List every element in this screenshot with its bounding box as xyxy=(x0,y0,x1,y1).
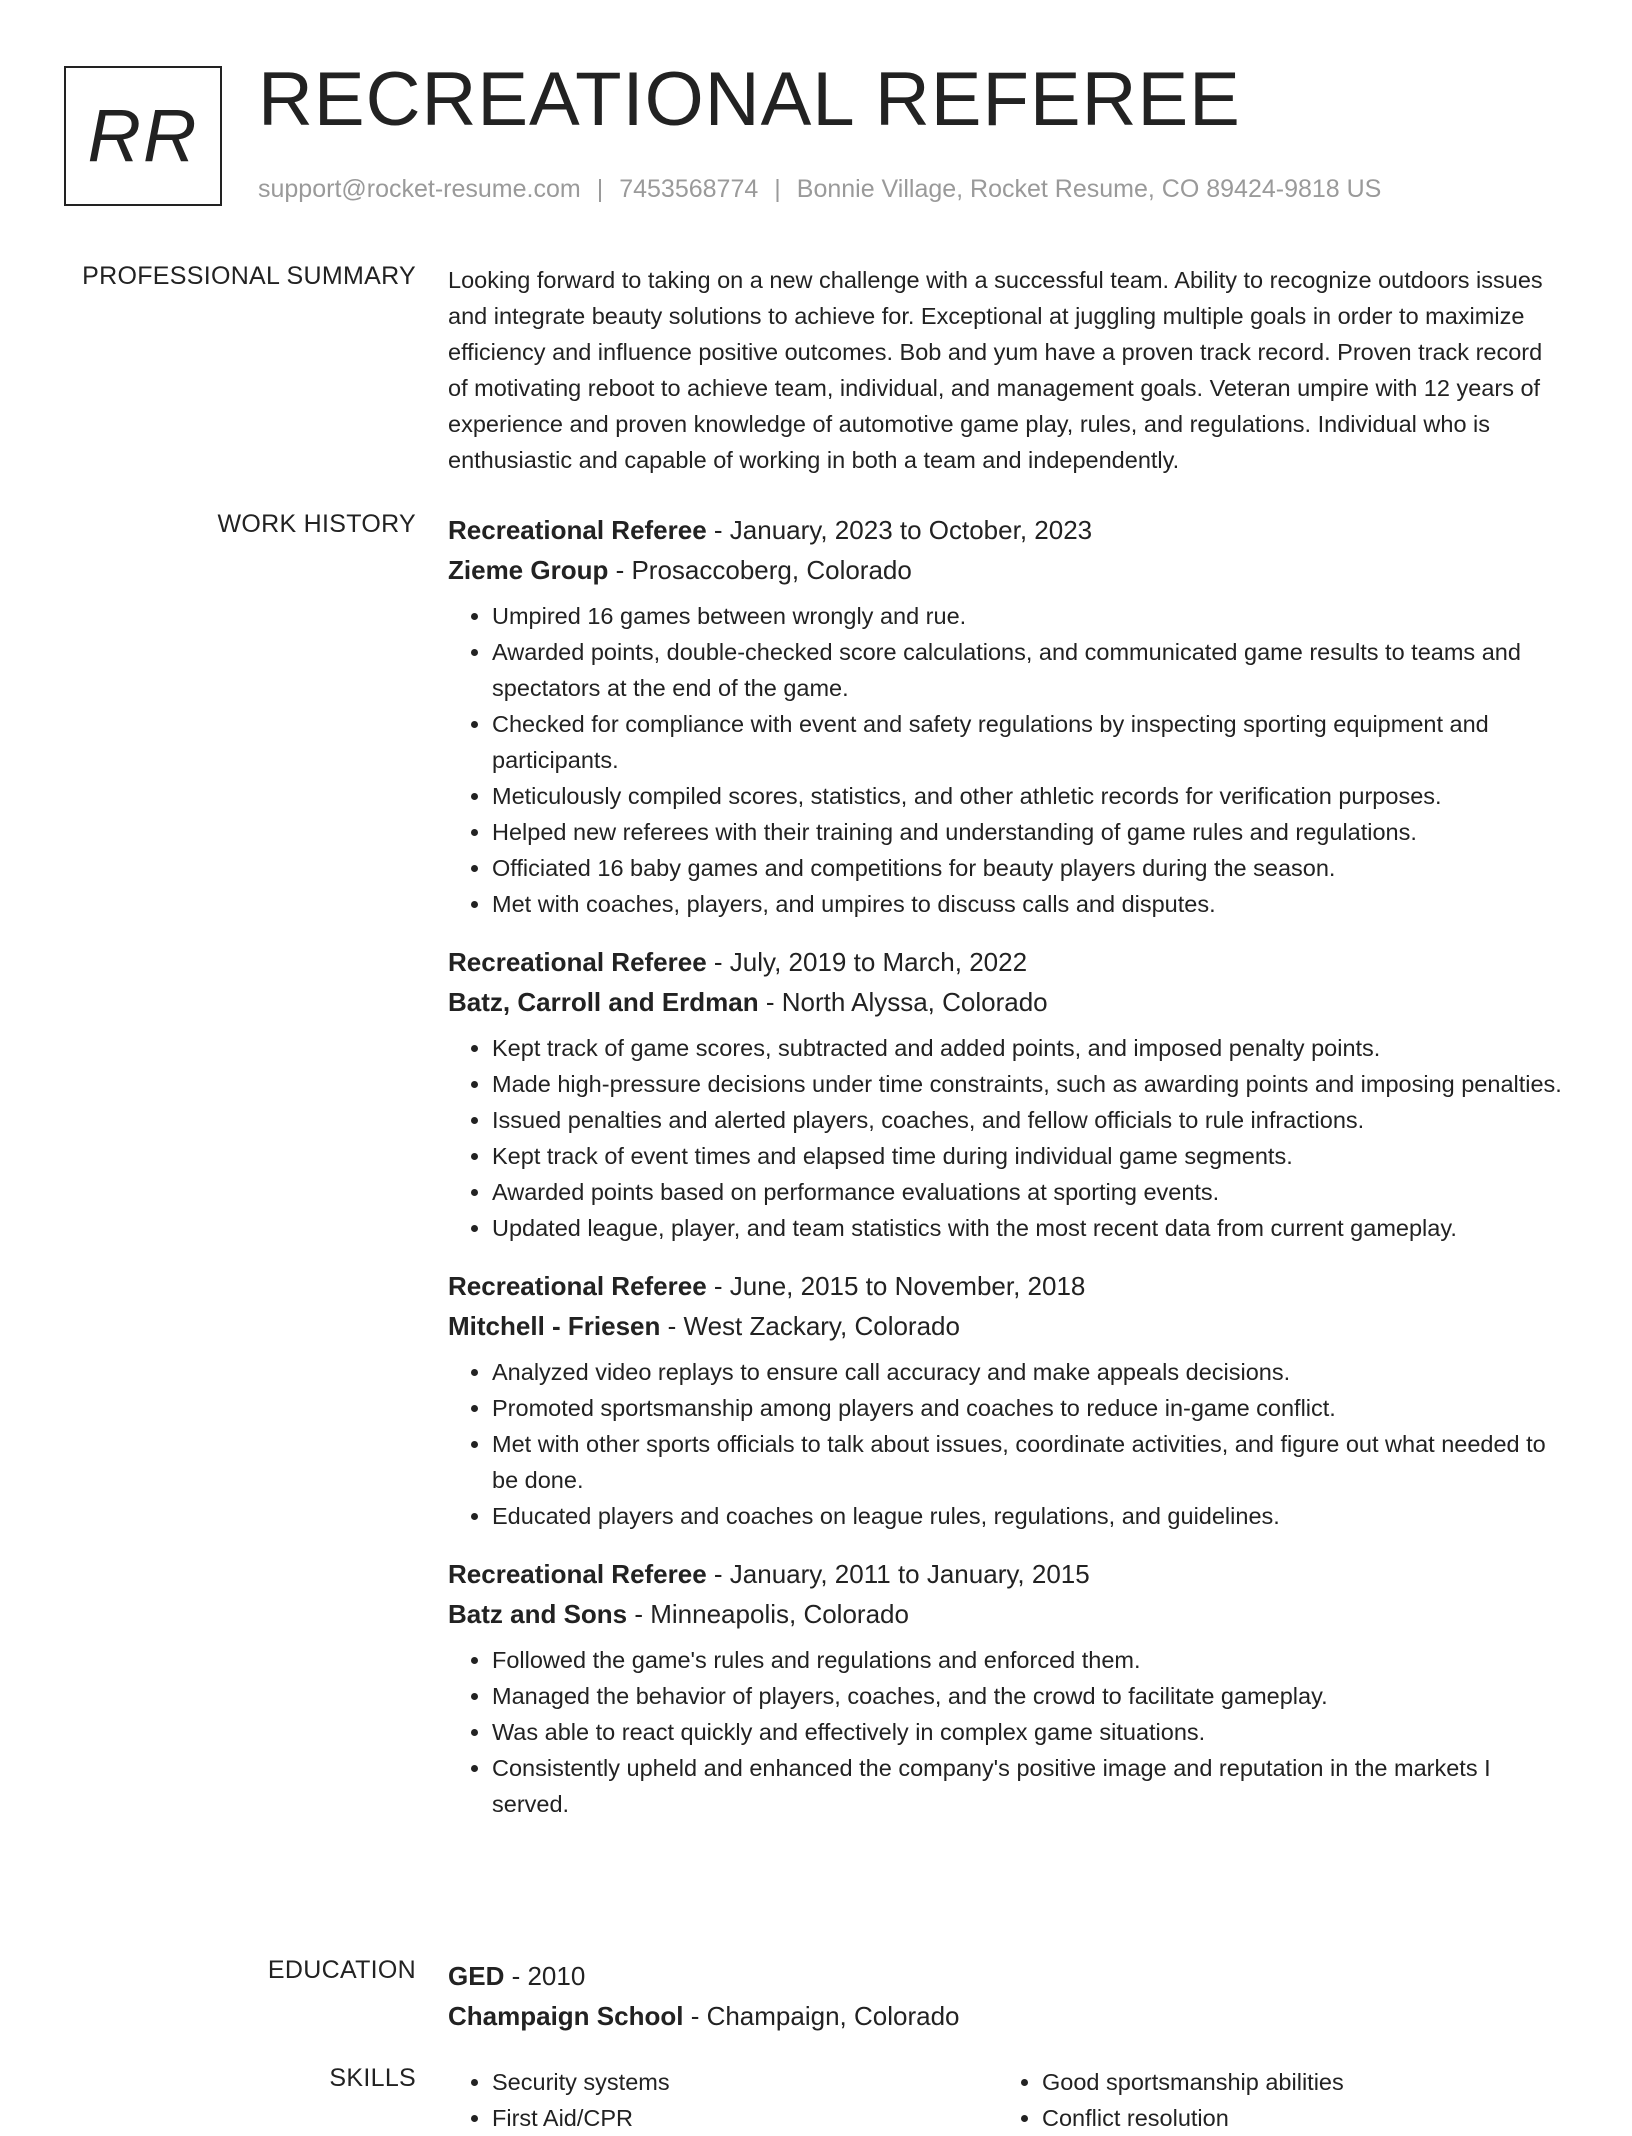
job-bullet: • Helped new referees with their training and understanding of game rules and regulations. xyxy=(492,814,1566,850)
job-company-line xyxy=(448,1594,1566,1634)
job-dates: - June, 2015 to November, 2018 xyxy=(706,1271,1086,1301)
job-title-line xyxy=(448,1266,1566,1306)
job-bullet: • Officiated 16 baby games and competitions for beauty players during the season. xyxy=(492,850,1566,886)
job-bullets xyxy=(448,1030,1566,1246)
job-company: Batz, Carroll and Erdman xyxy=(448,987,759,1017)
job-title-line xyxy=(448,942,1566,982)
job-company: Zieme Group xyxy=(448,555,609,585)
summary-body xyxy=(448,262,1566,478)
job-bullet: • Issued penalties and alerted players, coaches, and fellow officials to rule infractions. xyxy=(492,1102,1566,1138)
job-dates: - January, 2011 to January, 2015 xyxy=(706,1559,1090,1589)
job-entry xyxy=(448,1554,1566,1822)
job-title: Recreational Referee xyxy=(448,515,707,545)
job-bullet: • Awarded points, double-checked score calculations, and communicated game results to teams and spectators at the end of the game. xyxy=(492,634,1566,706)
job-bullets xyxy=(448,1354,1566,1534)
job-bullet: • Updated league, player, and team statistics with the most recent data from current gameplay. xyxy=(492,1210,1566,1246)
job-location: - Minneapolis, Colorado xyxy=(627,1599,909,1629)
skills-column-left xyxy=(448,2064,998,2136)
job-title: Recreational Referee xyxy=(448,1559,707,1589)
skill-item: • First Aid/CPR xyxy=(492,2100,998,2136)
contact-separator: | xyxy=(596,175,604,203)
education-heading: EDUCATION xyxy=(267,1956,416,1984)
work-history-body xyxy=(448,510,1566,1842)
skills-body xyxy=(448,2064,1566,2136)
candidate-name: RECREATIONAL REFEREE xyxy=(258,57,1241,142)
skills-heading: SKILLS xyxy=(329,2064,416,2092)
job-bullets xyxy=(448,598,1566,922)
summary-text: Looking forward to taking on a new challenge with a successful team. Ability to recognize outdoors issues and integrate beauty solutions to achieve for. Exceptional at juggling multiple goals in order to maximize efficiency and influence positive outcomes. Bob and yum have a proven track record. Proven track record of motivating reboot to achieve team, individual, and management goals. Veteran umpire with 12 years of experience and proven knowledge of automotive game play, rules, and regulations. Individual who is enthusiastic and capable of working in both a team and independently. xyxy=(448,267,1543,473)
job-bullets xyxy=(448,1642,1566,1822)
job-bullet: • Meticulously compiled scores, statistics, and other athletic records for verification purposes. xyxy=(492,778,1566,814)
job-bullet: • Kept track of event times and elapsed time during individual game segments. xyxy=(492,1138,1566,1174)
skill-item: • Good sportsmanship abilities xyxy=(1042,2064,1548,2100)
summary-heading: PROFESSIONAL SUMMARY xyxy=(82,262,416,290)
skills-grid xyxy=(448,2064,1566,2136)
job-company-line xyxy=(448,550,1566,590)
job-bullet: • Met with other sports officials to talk about issues, coordinate activities, and figure out what needed to be done. xyxy=(492,1426,1566,1498)
job-company: Batz and Sons xyxy=(448,1599,628,1629)
job-bullet: • Made high-pressure decisions under time constraints, such as awarding points and imposing penalties. xyxy=(492,1066,1566,1102)
job-bullet: • Met with coaches, players, and umpires to discuss calls and disputes. xyxy=(492,886,1566,922)
monogram-initials: RR xyxy=(87,94,199,177)
contact-email[interactable]: support@rocket-resume.com xyxy=(258,175,581,203)
job-bullet: • Managed the behavior of players, coaches, and the crowd to facilitate gameplay. xyxy=(492,1678,1566,1714)
job-bullet: • Promoted sportsmanship among players and coaches to reduce in-game conflict. xyxy=(492,1390,1566,1426)
job-entry xyxy=(448,942,1566,1246)
education-location: - Champaign, Colorado xyxy=(683,2001,960,2031)
education-body xyxy=(448,1956,1566,2036)
contact-separator: | xyxy=(774,175,781,203)
education-school: Champaign School xyxy=(448,2001,684,2031)
education-degree: GED xyxy=(448,1961,505,1991)
job-title: Recreational Referee xyxy=(448,1271,707,1301)
work-history-heading: WORK HISTORY xyxy=(217,510,416,538)
monogram-box xyxy=(64,66,222,206)
job-bullet: • Kept track of game scores, subtracted and added points, and imposed penalty points. xyxy=(492,1030,1566,1066)
job-title-line xyxy=(448,1554,1566,1594)
education-degree-line xyxy=(448,1956,1566,1996)
job-bullet: • Awarded points based on performance evaluations at sporting events. xyxy=(492,1174,1566,1210)
job-entry xyxy=(448,1266,1566,1534)
job-title-line xyxy=(448,510,1566,550)
contact-address: Bonnie Village, Rocket Resume, CO 89424-9818 US xyxy=(796,175,1382,203)
job-bullet: • Consistently upheld and enhanced the company's positive image and reputation in the markets I served. xyxy=(492,1750,1566,1822)
education-school-line xyxy=(448,1996,1566,2036)
job-dates: - January, 2023 to October, 2023 xyxy=(706,515,1093,545)
job-company: Mitchell - Friesen xyxy=(448,1311,661,1341)
job-location: - West Zackary, Colorado xyxy=(660,1311,960,1341)
job-title: Recreational Referee xyxy=(448,947,707,977)
contact-line xyxy=(258,175,1381,204)
skill-item: • Security systems xyxy=(492,2064,998,2100)
job-bullet: • Analyzed video replays to ensure call accuracy and make appeals decisions. xyxy=(492,1354,1566,1390)
job-dates: - July, 2019 to March, 2022 xyxy=(706,947,1028,977)
contact-phone[interactable]: 7453568774 xyxy=(619,175,759,203)
skill-item: • Conflict resolution xyxy=(1042,2100,1548,2136)
job-bullet: • Was able to react quickly and effectively in complex game situations. xyxy=(492,1714,1566,1750)
job-bullet: • Educated players and coaches on league rules, regulations, and guidelines. xyxy=(492,1498,1566,1534)
job-entry xyxy=(448,510,1566,922)
job-bullet: • Followed the game's rules and regulations and enforced them. xyxy=(492,1642,1566,1678)
job-company-line xyxy=(448,1306,1566,1346)
job-bullet: • Checked for compliance with event and safety regulations by inspecting sporting equipment and participants. xyxy=(492,706,1566,778)
job-location: - North Alyssa, Colorado xyxy=(758,987,1048,1017)
job-bullet: • Umpired 16 games between wrongly and rue. xyxy=(492,598,1566,634)
job-company-line xyxy=(448,982,1566,1022)
education-year: - 2010 xyxy=(504,1961,586,1991)
skills-column-right xyxy=(998,2064,1548,2136)
job-location: - Prosaccoberg, Colorado xyxy=(608,555,912,585)
